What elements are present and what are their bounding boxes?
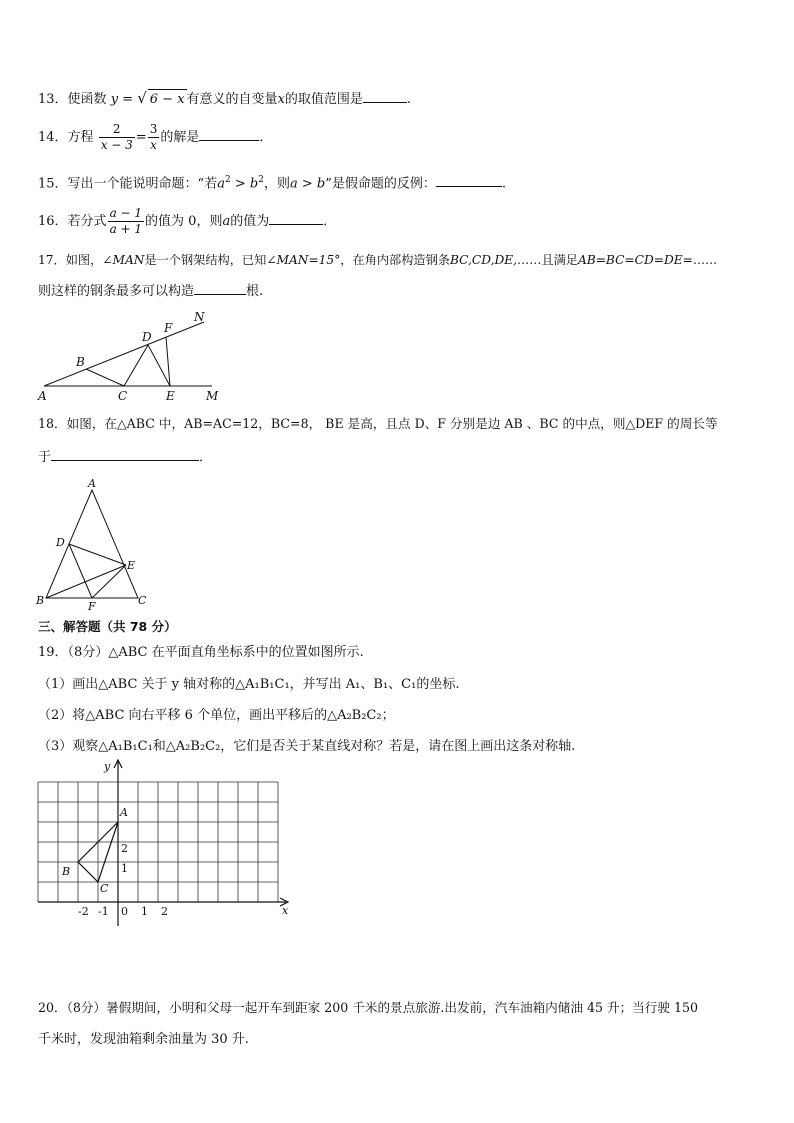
question-18-line-2: 于 ． (38, 446, 212, 468)
question-19: 19．（8分）△ABC 在平面直角坐标系中的位置如图所示. (38, 645, 364, 660)
question-19-part-1: （1）画出△ABC 关于 y 轴对称的△A₁B₁C₁，并写出 A₁、B₁、C₁的坐标. (38, 677, 460, 692)
section-3-title: 三、解答题（共 78 分） (38, 619, 177, 634)
tick-x-neg1: -1 (98, 905, 109, 918)
label-c: C (138, 594, 147, 607)
label-d: D (142, 330, 152, 344)
fraction-1: $\frac{2}{x - 3}$ (100, 122, 133, 152)
point-c-label: C (100, 882, 109, 895)
tick-y-2: 2 (121, 842, 128, 855)
question-number: 20． (38, 1000, 67, 1015)
label-c: C (118, 389, 128, 403)
figure-17-steel-frame (34, 308, 224, 404)
question-number: 16． (38, 214, 68, 229)
label-n: N (194, 310, 205, 324)
figure-19-coordinate-grid (34, 756, 296, 928)
answer-blank[interactable] (194, 280, 246, 295)
fraction: $\frac{a - 1}{a + 1}$ (109, 206, 143, 236)
question-number: 13． (38, 92, 68, 107)
segment-ef (92, 565, 126, 598)
label-a: A (38, 389, 47, 403)
answer-blank[interactable] (269, 210, 323, 225)
point-b-label: B (62, 865, 71, 878)
label-e: E (127, 559, 136, 572)
y-axis-label: y (104, 760, 111, 773)
segment-de (69, 544, 126, 565)
answer-blank[interactable] (363, 88, 407, 103)
point-a-label: A (120, 806, 128, 819)
function-expression: y = (110, 92, 138, 107)
label-f: F (164, 321, 173, 335)
question-17: 17．如图，∠MAN是一个钢架结构，已知∠MAN=15°，在角内部构造钢条BC,CD,DE,……且满足AB=BC=CD=DE=…… (38, 253, 718, 267)
fraction-2: $\frac{3}{x}$ (149, 122, 158, 152)
question-18: 18．如图，在△ABC 中，AB=AC=12，BC=8， BE 是高，且点 D、F 分别是边 AB 、BC 的中点，则△DEF 的周长等 (38, 416, 718, 431)
tick-x-neg2: -2 (78, 905, 89, 918)
question-19-part-2: （2）将△ABC 向右平移 6 个单位，画出平移后的△A₂B₂C₂； (38, 708, 395, 723)
question-19-part-3: （3）观察△A₁B₁C₁和△A₂B₂C₂，它们是否关于某直线对称？若是，请在图上画出这条对称轴. (38, 739, 576, 754)
question-17-line-2: 则这样的钢条最多可以构造 根. (38, 280, 263, 302)
label-m: M (206, 389, 219, 403)
tick-y-1: 1 (121, 862, 128, 875)
label-d: D (56, 536, 65, 549)
label-b: B (36, 594, 45, 607)
figure-18-triangle (34, 476, 154, 612)
question-number: 14． (38, 130, 68, 145)
tick-origin: 0 (121, 905, 128, 918)
question-number: 19． (38, 645, 68, 660)
bar-cd (124, 345, 148, 386)
bar-bc (86, 369, 124, 386)
label-a: A (88, 477, 96, 490)
answer-blank[interactable] (436, 172, 502, 187)
question-number: 18． (38, 416, 67, 431)
question-number: 15． (38, 176, 68, 192)
question-20: 20．（8分）暑假期间，小明和父母一起开车到距家 200 千米的景点旅游.出发前，汽车油箱内储油 45 升；当行驶 150 (38, 1000, 698, 1015)
ray-an (44, 322, 204, 386)
segment-df (69, 544, 92, 598)
answer-blank[interactable] (199, 126, 259, 141)
question-number: 17． (38, 253, 66, 267)
grid-lines (38, 782, 278, 902)
question-16: 16．若分式 $\frac{a - 1}{a + 1}$ 的值为 0，则a的值为 ． (38, 206, 337, 236)
radicand: 6 − x (148, 89, 187, 110)
tick-x-2: 2 (161, 905, 168, 918)
label-b: B (76, 355, 85, 369)
question-15: 15．写出一个能说明命题：“若$a^2 > b^2$，则a > b”是假命题的反例： . (38, 170, 506, 194)
question-score: （8分） (66, 1000, 107, 1015)
question-20-line-2: 千米时，发现油箱剩余油量为 30 升. (38, 1032, 249, 1047)
label-f: F (88, 600, 96, 612)
label-e: E (166, 389, 175, 403)
tick-x-1: 1 (141, 905, 148, 918)
question-score: （8分） (67, 645, 109, 660)
x-axis-label: x (282, 904, 289, 917)
question-13: 13．使函数 y = √ 6 − x 有意义的自变量x的取值范围是 . (38, 88, 411, 110)
question-14: 14．方程 $\frac{2}{x - 3}$ = $\frac{3}{x}$ 的解是 ． (38, 122, 273, 152)
answer-blank[interactable] (51, 446, 199, 461)
